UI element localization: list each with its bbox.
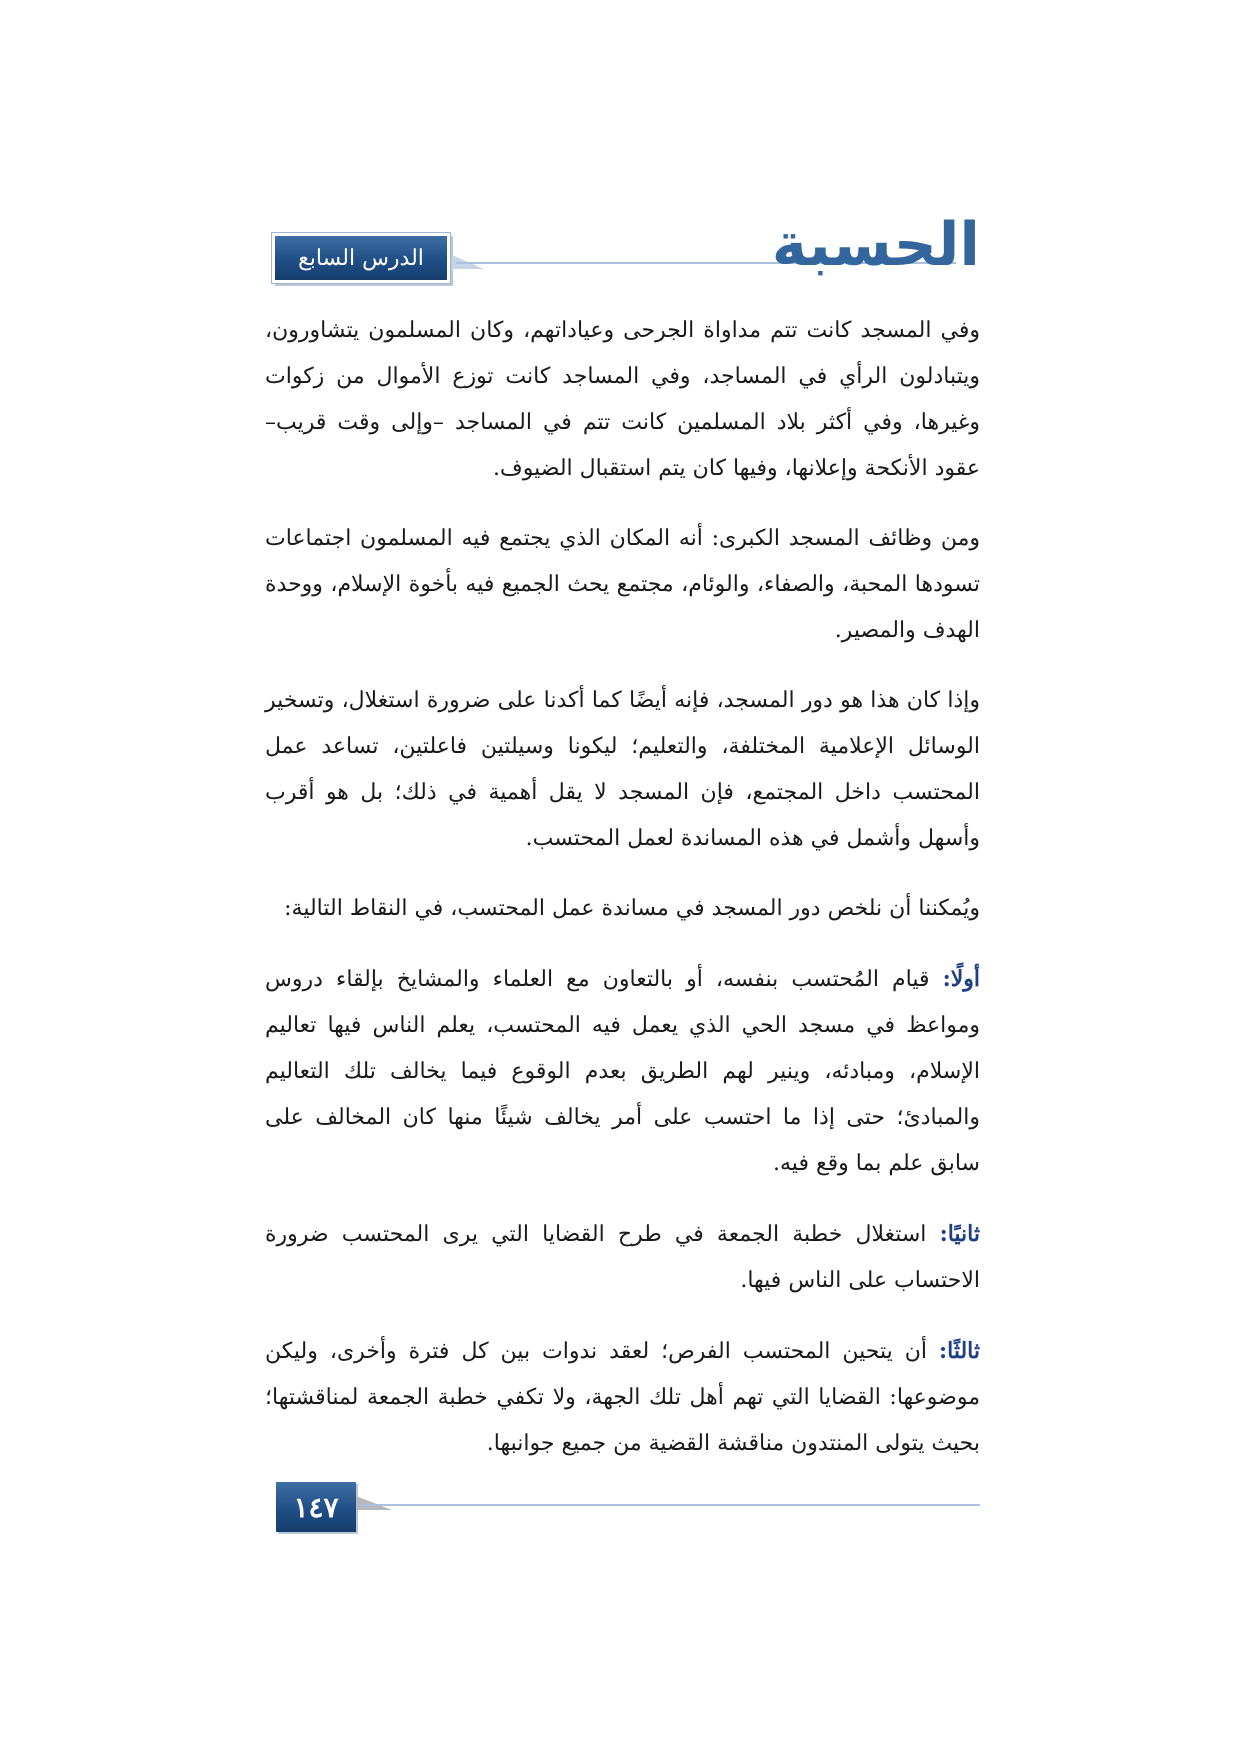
list-item: [265, 1211, 980, 1304]
page-header: [270, 210, 980, 288]
paragraph: ومن وظائف المسجد الكبرى: أنه المكان الذي يجتمع فيه المسلمون اجتماعات تسودها المحبة، والصفاء، والوئام، مجتمع يحث الجميع فيه بأخوة الإسلام، ووحدة الهدف والمصير.: [265, 526, 980, 643]
paragraph: وإذا كان هذا هو دور المسجد، فإنه أيضًا كما أكدنا على ضرورة استغلال، وتسخير الوسائل الإعلامية المختلفة، والتعليم؛ ليكونا وسيلتين فاعلتين، تساعد عمل المحتسب داخل المجتمع، فإن المسجد لا يقل أهمية في ذلك؛ بل هو أقرب وأسهل وأشمل في هذه المساندة لعمل المحتسب.: [265, 688, 980, 851]
paragraph: ويُمكننا أن نلخص دور المسجد في مساندة عمل المحتسب، في النقاط التالية:: [284, 896, 980, 921]
list-item: [265, 956, 980, 1187]
section-title: الحسبة: [771, 210, 980, 280]
point-label: ثانيًا:: [939, 1221, 980, 1247]
page-footer: [276, 1482, 980, 1534]
page-number: ١٤٧: [276, 1482, 356, 1532]
point-label: ثالثًا:: [939, 1338, 981, 1364]
point-text: أن يتحين المحتسب الفرص؛ لعقد ندوات بين كل فترة وأخرى، وليكن موضوعها: القضايا التي تهم أهل تلك الجهة، ولا تكفي خطبة الجمعة لمناقشتها؛ بحيث يتولى المنتدون مناقشة القضية من جميع جوانبها.: [265, 1339, 980, 1456]
page-body: [265, 308, 980, 1491]
footer-divider: [360, 1504, 980, 1506]
point-label: أولًا:: [942, 966, 980, 992]
lesson-badge: الدرس السابع: [272, 233, 450, 283]
paragraph: وفي المسجد كانت تتم مداواة الجرحى وعياداتهم، وكان المسلمون يتشاورون، ويتبادلون الرأي في المساجد، وفي المساجد كانت توزع الأموال من زكوات وغيرها، وفي أكثر بلاد المسلمين كانت تتم في المساجد –وإلى وقت قريب– عقود الأنكحة وإعلانها، وفيها كان يتم استقبال الضيوف.: [265, 318, 980, 481]
point-text: قيام المُحتسب بنفسه، أو بالتعاون مع العلماء والمشايخ بإلقاء دروس ومواعظ في مسجد الحي الذي يعمل فيه المحتسب، يعلم الناس فيها تعاليم الإسلام، ومبادئه، وينير لهم الطريق بعدم الوقوع فيما يخالف تلك التعاليم والمبادئ؛ حتى إذا ما احتسب على أمر يخالف شيئًا منها كان المخالف على سابق علم بما وقع فيه.: [265, 967, 980, 1176]
list-item: [265, 1328, 980, 1467]
footer-wedge-decoration: [356, 1496, 392, 1510]
point-text: استغلال خطبة الجمعة في طرح القضايا التي يرى المحتسب ضرورة الاحتساب على الناس فيها.: [265, 1222, 980, 1293]
